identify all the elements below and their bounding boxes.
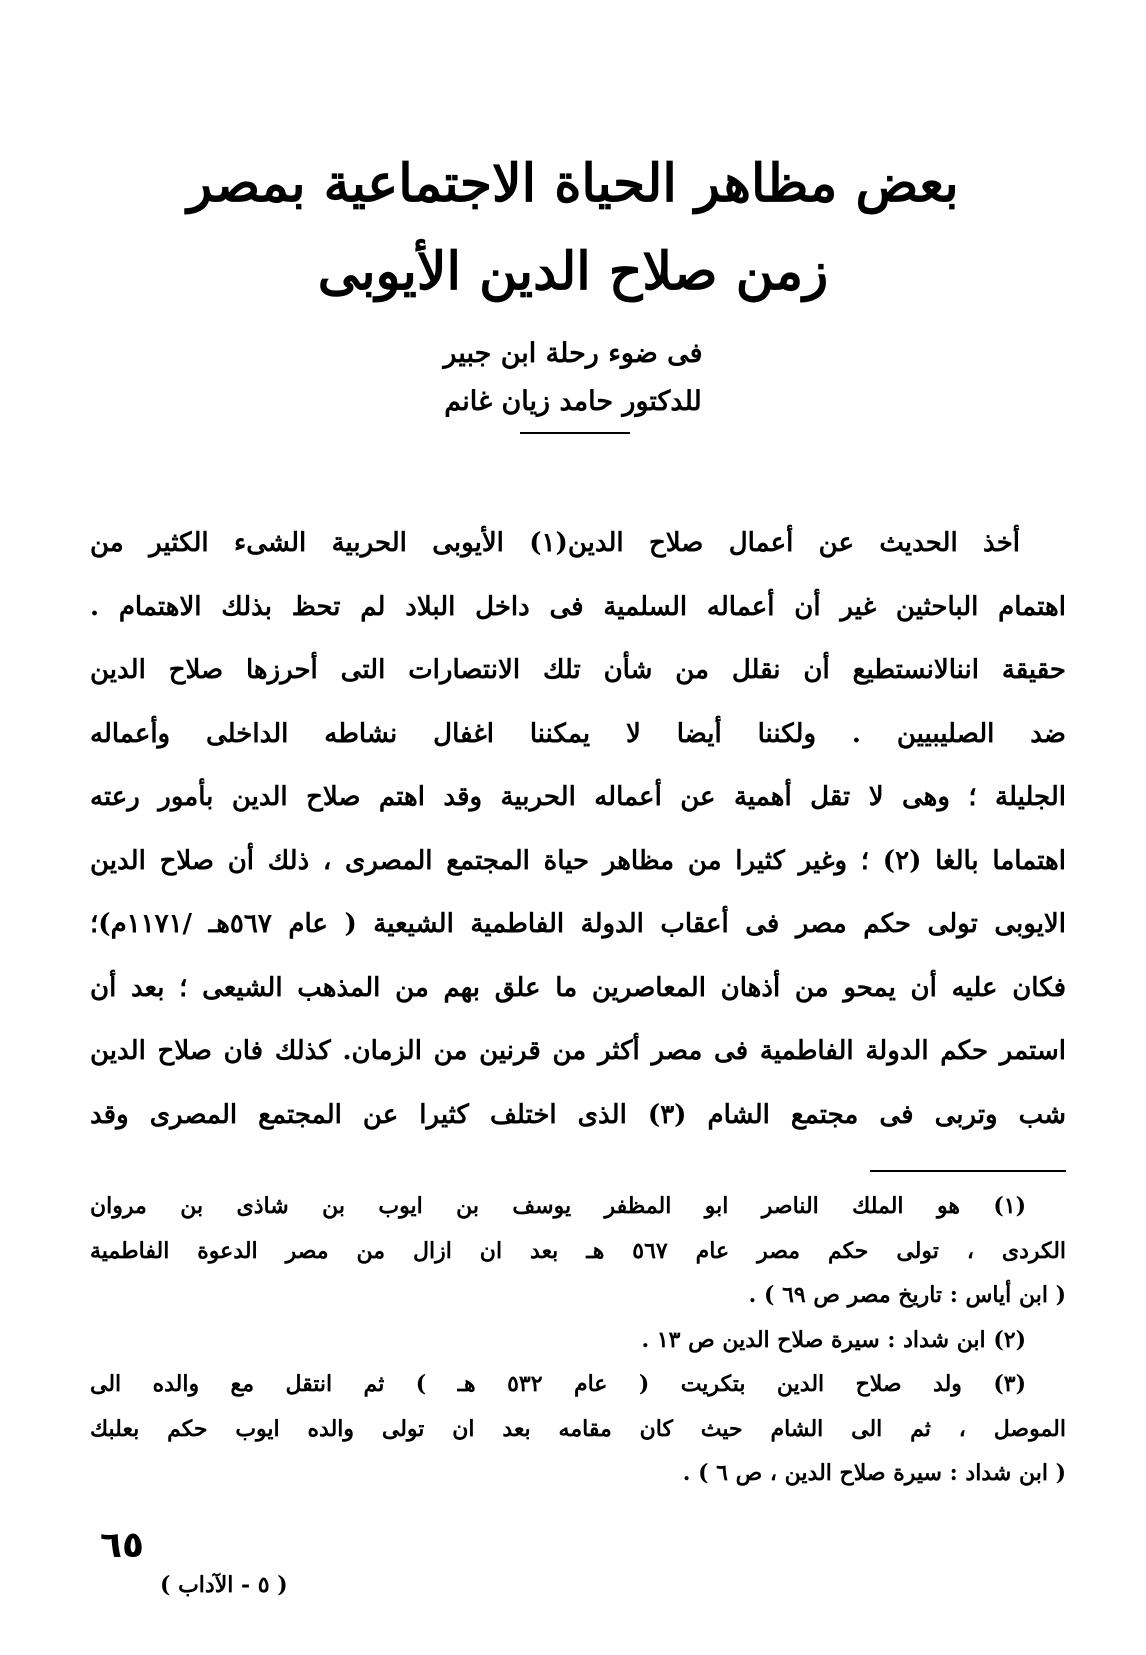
article-header <box>150 140 996 426</box>
body-line: شب وتربى فى مجتمع الشام (٣) الذى اختلف كثيرا عن المجتمع المصرى وقد <box>90 1099 1066 1130</box>
body-line: أخذ الحديث عن أعمال صلاح الدين(١) الأيوبى الحربية الشىء الكثير من <box>90 528 1020 558</box>
footnotes <box>90 1184 1066 1496</box>
article-subtitle: فى ضوء رحلة ابن جبير <box>443 338 703 369</box>
footnote-line: ( ابن شداد : سيرة صلاح الدين ، ص ٦ ) . <box>682 1460 1066 1486</box>
article-title-line-2: زمن صلاح الدين الأيوبى <box>317 241 829 302</box>
signature-mark: ( ٥ - الآداب ) <box>160 1572 288 1598</box>
body-line: فكان عليه أن يمحو من أذهان المعاصرين ما علق بهم من المذهب الشيعى ؛ بعد أن <box>90 972 1066 1003</box>
body-line: اهتماما بالغا (٢) ؛ وغير كثيرا من مظاهر حياة المجتمع المصرى ، ذلك أن صلاح الدين <box>90 845 1066 876</box>
title-divider <box>520 432 630 434</box>
body-line: ضد الصليبيين . ولكننا أيضا لا يمكننا اغفال نشاطه الداخلى وأعماله <box>90 718 1066 749</box>
footnote-divider <box>870 1170 1066 1172</box>
footnote-line: (١) هو الملك الناصر ابو المظفر يوسف بن ايوب بن شاذى بن مروان <box>90 1193 1026 1219</box>
article-title-line-1: بعض مظاهر الحياة الاجتماعية بمصر <box>187 153 959 214</box>
body-line: حقيقة اننالانستطيع أن نقلل من شأن تلك الانتصارات التى أحرزها صلاح الدين <box>90 655 1066 685</box>
footnote-line: ( ابن أياس : تاريخ مصر ص ٦٩ ) . <box>748 1282 1066 1308</box>
body-line: الجليلة ؛ وهى لا تقل أهمية عن أعماله الحربية وقد اهتم صلاح الدين بأمور رعته <box>90 782 1066 812</box>
page-number: ٦٥ <box>100 1525 144 1566</box>
body-paragraph <box>90 512 1066 1147</box>
body-line: اهتمام الباحثين غير أن أعماله السلمية فى داخل البلاد لم تحظ بذلك الاهتمام . <box>90 591 1066 622</box>
footnote-line: (٣) ولد صلاح الدين بتكريت ( عام ٥٣٢ هـ ) ثم انتقل مع والده الى <box>90 1371 1026 1397</box>
footnote-line: الكردى ، تولى حكم مصر عام ٥٦٧ هـ بعد ان ازال من مصر الدعوة الفاطمية <box>90 1237 1066 1264</box>
footnote-line: الموصل ، ثم الى الشام حيث كان مقامه بعد ان تولى والده ايوب حكم بعلبك <box>90 1415 1066 1442</box>
body-line: الايوبى تولى حكم مصر فى أعقاب الدولة الفاطمية الشيعية ( عام ٥٦٧هـ /١١٧١م)؛ <box>90 909 1066 939</box>
body-line: استمر حكم الدولة الفاطمية فى مصر أكثر من قرنين من الزمان. كذلك فان صلاح الدين <box>90 1036 1066 1066</box>
footnote-line: (٢) ابن شداد : سيرة صلاح الدين ص ١٣ . <box>641 1326 1026 1353</box>
article-author: للدكتور حامد زيان غانم <box>444 386 702 417</box>
